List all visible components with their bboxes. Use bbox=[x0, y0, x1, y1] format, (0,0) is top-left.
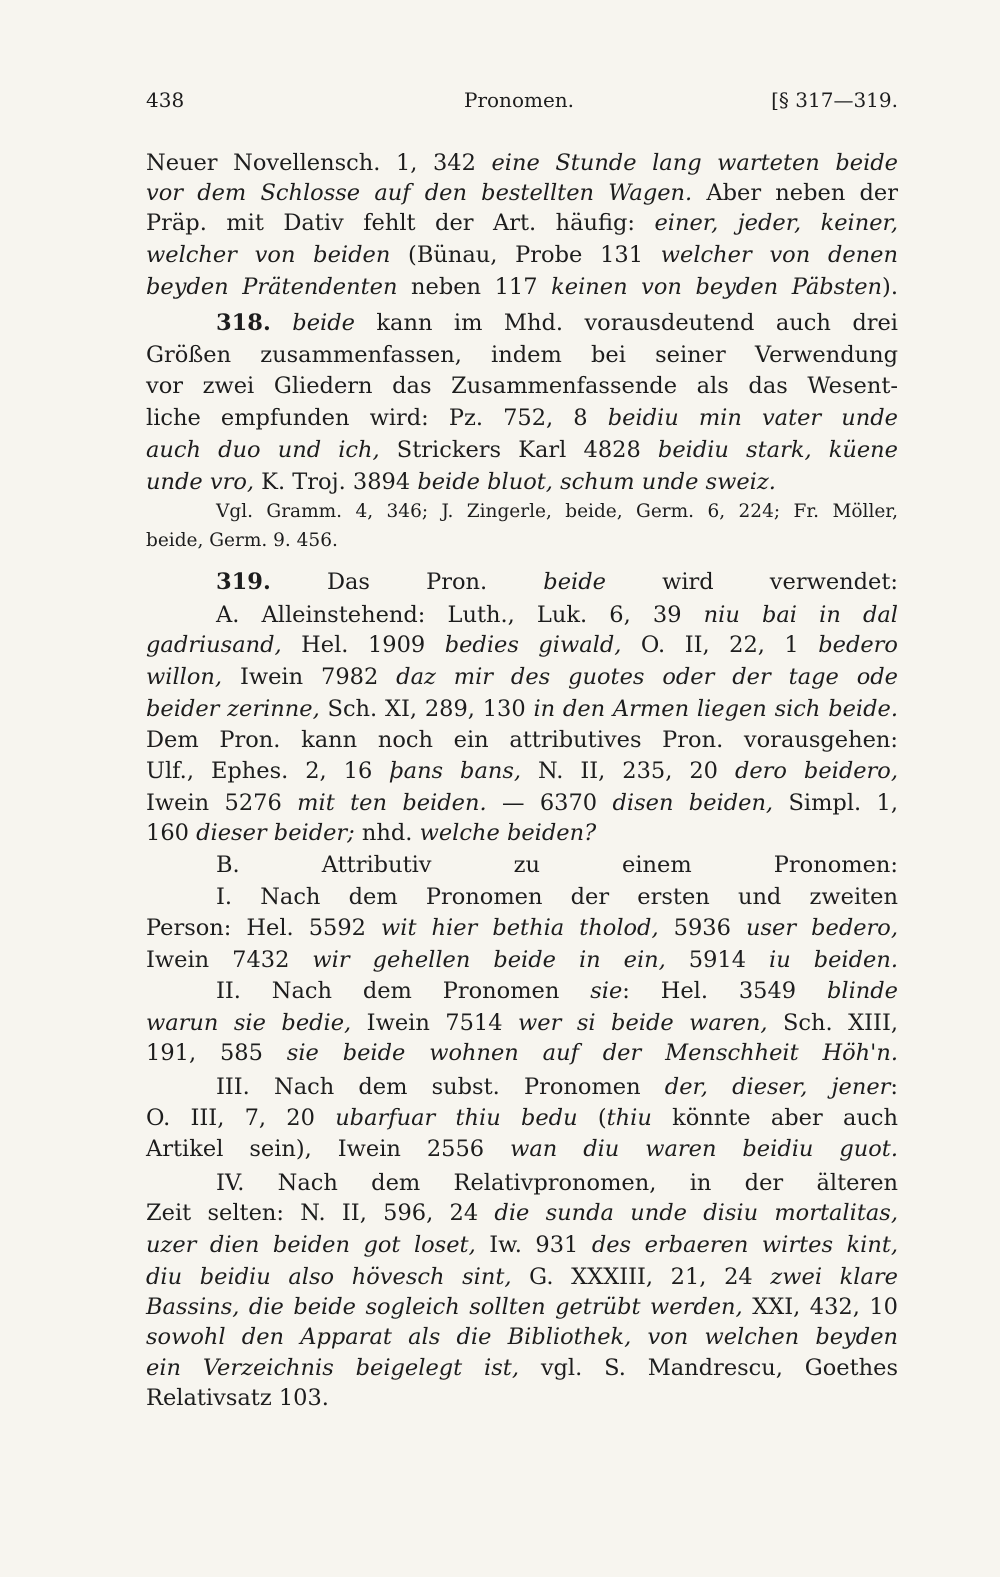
text-line: auch duo und ich, Strickers Karl 4828 beidiu stark, küene bbox=[146, 437, 898, 463]
running-title: Pronomen. bbox=[464, 88, 575, 112]
text-line: 160 dieser beider; nhd. welche beiden? bbox=[146, 820, 597, 846]
text-line: Ulf., Ephes. 2, 16 þans bans, N. II, 235, 20 dero beidero, bbox=[146, 758, 899, 784]
text-line: welcher von beiden (Bünau, Probe 131 welcher von denen bbox=[146, 242, 898, 268]
text-line: I. Nach dem Pronomen der ersten und zweiten bbox=[216, 884, 898, 910]
text-line: 191, 585 sie beide wohnen auf der Menschheit Höh'n. bbox=[146, 1040, 898, 1066]
text-line: beyden Prätendenten neben 117 keinen von beyden Päbsten). bbox=[146, 274, 898, 300]
text-line: willon, Iwein 7982 daz mir des guotes oder der tage ode bbox=[146, 664, 898, 690]
text-line: Vgl. Gramm. 4, 346; J. Zingerle, beide, Germ. 6, 224; Fr. Möller, bbox=[216, 501, 898, 522]
text-line: A. Alleinstehend: Luth., Luk. 6, 39 niu bai in dal bbox=[216, 602, 898, 628]
text-line: Relativsatz 103. bbox=[146, 1385, 329, 1411]
text-line: 318. beide kann im Mhd. vorausdeutend auch drei bbox=[216, 310, 899, 336]
text-line: Artikel sein), Iwein 2556 wan diu waren beidiu guot. bbox=[146, 1136, 898, 1162]
text-line: ein Verzeichnis beigelegt ist, vgl. S. Mandrescu, Goethes bbox=[146, 1355, 898, 1381]
text-line: beider zerinne, Sch. XI, 289, 130 in den Armen liegen sich beide. bbox=[146, 696, 898, 722]
section-range: [§ 317—319. bbox=[771, 88, 898, 112]
text-line: unde vro, K. Troj. 3894 beide bluot, schum unde sweiz. bbox=[146, 469, 776, 495]
text-line: Bassins, die beide sogleich sollten getrübt werden, XXI, 432, 10 bbox=[146, 1294, 898, 1320]
text-line: Präp. mit Dativ fehlt der Art. häufig: einer, jeder, keiner, bbox=[146, 210, 898, 236]
text-line: B. Attributiv zu einem Pronomen: bbox=[216, 852, 898, 878]
text-line: diu beidiu also hövesch sint, G. XXXIII, 21, 24 zwei klare bbox=[146, 1264, 898, 1290]
text-line: warun sie bedie, Iwein 7514 wer si beide waren, Sch. XIII, bbox=[146, 1010, 898, 1036]
text-line: sowohl den Apparat als die Bibliothek, von welchen beyden bbox=[146, 1324, 898, 1350]
text-line: Person: Hel. 5592 wit hier bethia tholod, 5936 user bedero, bbox=[146, 915, 899, 941]
text-line: 319. Das Pron. beide wird verwendet: bbox=[216, 569, 899, 595]
text-line: vor dem Schlosse auf den bestellten Wagen. Aber neben der bbox=[146, 180, 899, 206]
text-line: gadriusand, Hel. 1909 bedies giwald, O. II, 22, 1 bedero bbox=[146, 632, 898, 658]
text-line: Neuer Novellensch. 1, 342 eine Stunde lang warteten beide bbox=[146, 150, 898, 176]
text-line: vor zwei Gliedern das Zusammenfassende als das Wesent- bbox=[146, 373, 898, 399]
text-line: Zeit selten: N. II, 596, 24 die sunda unde disiu mortalitas, bbox=[146, 1200, 898, 1226]
text-line: O. III, 7, 20 ubarfuar thiu bedu (thiu könnte aber auch bbox=[146, 1105, 898, 1131]
page-number: 438 bbox=[146, 88, 185, 112]
text-line: III. Nach dem subst. Pronomen der, dieser, jener: bbox=[216, 1074, 898, 1100]
text-line: uzer dien beiden got loset, Iw. 931 des erbaeren wirtes kint, bbox=[146, 1232, 899, 1258]
text-line: IV. Nach dem Relativpronomen, in der älteren bbox=[216, 1170, 898, 1196]
text-line: liche empfunden wird: Pz. 752, 8 beidiu min vater unde bbox=[146, 405, 898, 431]
text-line: beide, Germ. 9. 456. bbox=[146, 530, 338, 551]
text-line: Iwein 7432 wir gehellen beide in ein, 5914 iu beiden. bbox=[146, 947, 898, 973]
text-line: Dem Pron. kann noch ein attributives Pron. vorausgehen: bbox=[146, 727, 898, 753]
text-line: II. Nach dem Pronomen sie: Hel. 3549 blinde bbox=[216, 978, 898, 1004]
running-header bbox=[146, 88, 898, 118]
text-line: Größen zusammenfassen, indem bei seiner Verwendung bbox=[146, 342, 898, 368]
text-line: Iwein 5276 mit ten beiden. — 6370 disen beiden, Simpl. 1, bbox=[146, 790, 898, 816]
